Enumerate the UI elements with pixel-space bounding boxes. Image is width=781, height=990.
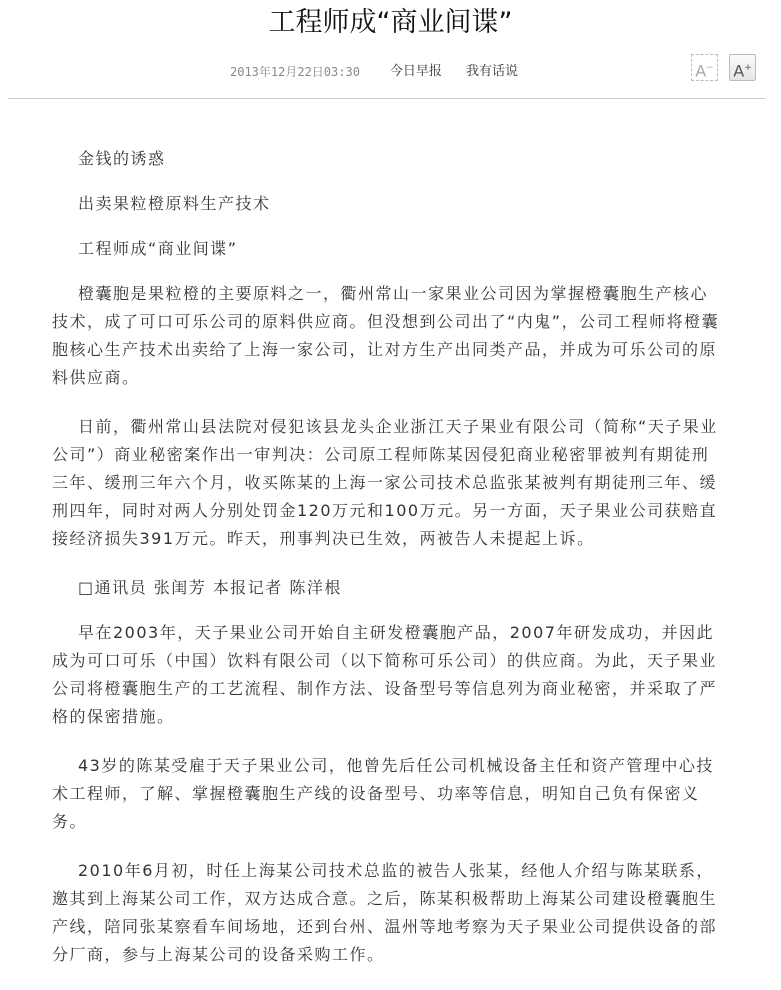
font-increase-label: A: [733, 61, 745, 81]
subheading: 金钱的诱惑: [78, 149, 166, 168]
comment-link[interactable]: 我有话说: [465, 64, 518, 79]
paragraph: 2010年6月初，时任上海某公司技术总监的被告人张某，经他人介绍与陈某联系，邀其到上海某公司工作，双方达成合意。之后，陈某积极帮助上海某公司建设橙囊胞生产线，陪同张某察看车间场地，还到台州、温州等地考察为天子果业公司提供设备的部分厂商，参与上海某公司的设备采购工作。: [52, 861, 718, 964]
paragraph: 43岁的陈某受雇于天子果业公司，他曾先后任公司机械设备主任和资产管理中心技术工程师，了解、掌握橙囊胞生产线的设备型号、功率等信息，明知自己负有保密义务。: [52, 756, 714, 831]
font-decrease-button[interactable]: A−: [691, 54, 718, 81]
publish-date: 2013年12月22日03:30: [230, 65, 360, 79]
font-increase-button[interactable]: A+: [729, 54, 756, 81]
paragraph: 橙囊胞是果粒橙的主要原料之一，衢州常山一家果业公司因为掌握橙囊胞生产核心技术，成了可口可乐公司的原料供应商。但没想到公司出了“内鬼”，公司工程师将橙囊胞核心生产技术出卖给了上海一家公司，让对方生产出同类产品，并成为可乐公司的原料供应商。: [52, 284, 720, 387]
source-link[interactable]: 今日早报: [389, 64, 442, 79]
byline: □通讯员 张闺芳 本报记者 陈洋根: [78, 578, 342, 597]
header-divider: [8, 98, 765, 99]
article-body: [52, 145, 720, 990]
subheading: 工程师成“商业间谍”: [78, 239, 238, 258]
article-meta: [230, 62, 542, 82]
font-decrease-label: A: [695, 61, 707, 81]
paragraph: 日前，衢州常山县法院对侵犯该县龙头企业浙江天子果业有限公司（简称“天子果业公司”）商业秘密案作出一审判决：公司原工程师陈某因侵犯商业秘密罪被判有期徒刑三年、缓刑三年六个月，收买陈某的上海一家公司技术总监张某被判有期徒刑三年、缓刑四年，同时对两人分别处罚金120万元和100万元。另一方面，天子果业公司获赔直接经济损失391万元。昨天，刑事判决已生效，两被告人未提起上诉。: [52, 417, 718, 548]
subheading: 出卖果粒橙原料生产技术: [78, 194, 271, 213]
paragraph: 早在2003年，天子果业公司开始自主研发橙囊胞产品，2007年研发成功，并因此成为可口可乐（中国）饮料有限公司（以下简称可乐公司）的供应商。为此，天子果业公司将橙囊胞生产的工艺流程、制作方法、设备型号等信息列为商业秘密，并采取了严格的保密措施。: [52, 623, 718, 726]
article-title: 工程师成“商业间谍”: [268, 7, 513, 38]
